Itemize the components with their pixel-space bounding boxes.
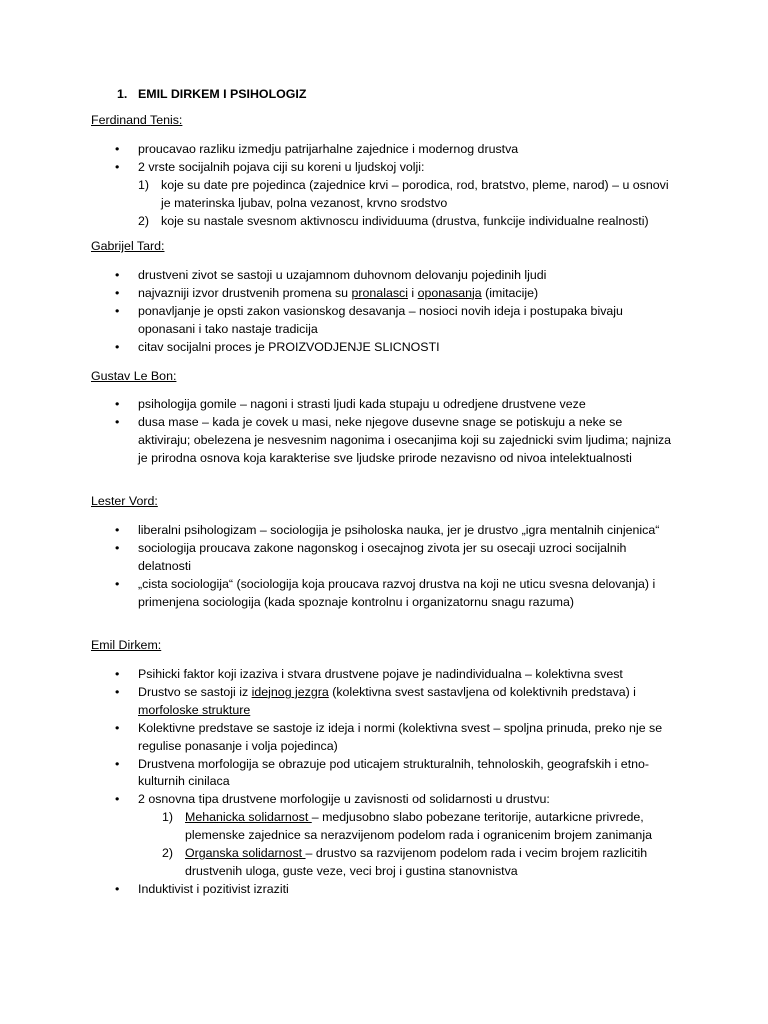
sublist-item: 2) Organska solidarnost – drustvo sa razvijenom podelom rada i vecim brojem razlicitih drustvenih uloga, guste veze, veci broj i gustina stanovnistva: [162, 846, 648, 878]
list-item: • Induktivist i pozitivist izraziti: [115, 881, 675, 899]
list-item: • 2 osnovna tipa drustvene morfologije u zavisnosti od solidarnosti u drustvu: 1) Mehanicka solidarnost – medjusobno slabo pobezane teritorije, autarkicne privrede, plemenske zajednice sa nerazvijenom podelom rada i ogranicenim brojem zanimanja 2) Organska solidarnost – drustvo sa razvijenom podelom rada i vecim brojem razlicitih drustvenih uloga, guste veze, veci broj i gustina stanovnistva: [115, 791, 675, 881]
bullet-icon: •: [115, 576, 120, 591]
list-item: • sociologija proucava zakone nagonskog i osecajnog zivota jer su osecaji uzroci socijalnih delatnosti: [115, 540, 627, 573]
list-item: • citav socijalni proces je PROIZVODJENJE SLICNOSTI: [115, 339, 675, 357]
list-item: • drustveni zivot se sastoji u uzajamnom duhovnom delovanju pojedinih ljudi: [115, 267, 675, 285]
list-item: • Kolektivne predstave se sastoje iz ideja i normi (kolektivna svest – spoljna prinuda, preko nje se regulise ponasanje i volja pojedinca): [115, 720, 663, 753]
bullet-icon: •: [115, 756, 120, 771]
title-number: 1.: [117, 87, 128, 101]
bullet-icon: •: [115, 881, 120, 896]
bullet-icon: •: [115, 285, 120, 300]
bullet-icon: •: [115, 540, 120, 555]
bullet-list-dirkem: [115, 666, 675, 899]
list-item: • najvazniji izvor drustvenih promena su pronalasci i oponasanja (imitacije): [115, 285, 675, 303]
list-item: • dusa mase – kada je covek u masi, neke njegove dusevne snage se potiskuju a neke se aktiviraju; obelezena je nesvesnim nagonima i osecanjima koji su zajednicki svim ljudima; najniza je prirodna osnova koja karakterise sve ljudske prirode nezavisno od nivoa intelektualnosti: [115, 414, 672, 465]
list-item: • Psihicki faktor koji izaziva i stvara drustvene pojave je nadindividualna – kolektivna svest: [115, 666, 675, 684]
section-heading-le-bon: Gustav Le Bon:: [91, 369, 177, 383]
bullet-list-le-bon: [115, 396, 675, 468]
title-text: EMIL DIRKEM I PSIHOLOGIZ: [138, 87, 307, 101]
list-item: • ponavljanje je opsti zakon vasionskog desavanja – nosioci novih ideja i postupaka bivaju oponasani i tako nastaje tradicija: [115, 303, 623, 336]
section-heading-dirkem: Emil Dirkem:: [91, 638, 162, 652]
section-heading-tenis: Ferdinand Tenis:: [91, 113, 183, 127]
section-heading-vord: Lester Vord:: [91, 494, 158, 508]
bullet-icon: •: [115, 159, 120, 174]
bullet-icon: •: [115, 414, 120, 429]
bullet-icon: •: [115, 792, 120, 807]
list-item: • Drustvena morfologija se obrazuje pod uticajem strukturalnih, tehnoloskih, geografskih i etno-kulturnih cinilaca: [115, 756, 650, 789]
bullet-icon: •: [115, 303, 120, 318]
bullet-list-tenis: [115, 141, 675, 231]
bullet-list-tard: [115, 267, 675, 357]
bullet-icon: •: [115, 339, 120, 354]
section-heading-tard: Gabrijel Tard:: [91, 239, 165, 253]
list-item: • liberalni psihologizam – sociologija je psiholoska nauka, jer je drustvo „igra mentalnih cinjenica“: [115, 522, 675, 540]
bullet-icon: •: [115, 268, 120, 282]
numbered-sublist: [138, 177, 675, 231]
bullet-icon: •: [115, 523, 120, 537]
sublist-item: 1) koje su date pre pojedinca (zajednice krvi – porodica, rod, bratstvo, pleme, narod) – u osnovi je materinska ljubav, polna vezanost, krvno srodstvo: [138, 177, 669, 210]
numbered-sublist: [162, 809, 675, 881]
bullet-list-vord: [115, 522, 675, 612]
bullet-icon: •: [115, 667, 120, 681]
page-title: [117, 87, 306, 101]
list-item: • 2 vrste socijalnih pojava ciji su koreni u ljudskoj volji: 1) koje su date pre pojedinca (zajednice krvi – porodica, rod, bratstvo, pleme, narod) – u osnovi je materinska ljubav, polna vezanost, krvno srodstvo 2) koje su nastale svesnom aktivnoscu individuuma (drustva, funkcije individualne realnosti): [115, 159, 675, 231]
list-item: • psihologija gomile – nagoni i strasti ljudi kada stupaju u odredjene drustvene veze: [115, 396, 675, 414]
bullet-icon: •: [115, 142, 120, 156]
bullet-icon: •: [115, 720, 120, 735]
list-item: • proucavao razliku izmedju patrijarhalne zajednice i modernog drustva: [115, 141, 675, 159]
bullet-icon: •: [115, 684, 120, 699]
list-item: • Drustvo se sastoji iz idejnog jezgra (kolektivna svest sastavljena od kolektivnih predstava) i morfoloske strukture: [115, 684, 636, 717]
sublist-item: 2) koje su nastale svesnom aktivnoscu individuuma (drustva, funkcije individualne realnosti): [138, 213, 649, 228]
list-item: • „cista sociologija“ (sociologija koja proucava razvoj drustva na koji ne uticu svesna delovanja) i primenjena sociologija (kada spoznaje kontrolnu i organizatornu snagu razuma): [115, 576, 656, 609]
bullet-icon: •: [115, 397, 120, 411]
sublist-item: 1) Mehanicka solidarnost – medjusobno slabo pobezane teritorije, autarkicne privrede, plemenske zajednice sa nerazvijenom podelom rada i ogranicenim brojem zanimanja: [162, 810, 652, 843]
